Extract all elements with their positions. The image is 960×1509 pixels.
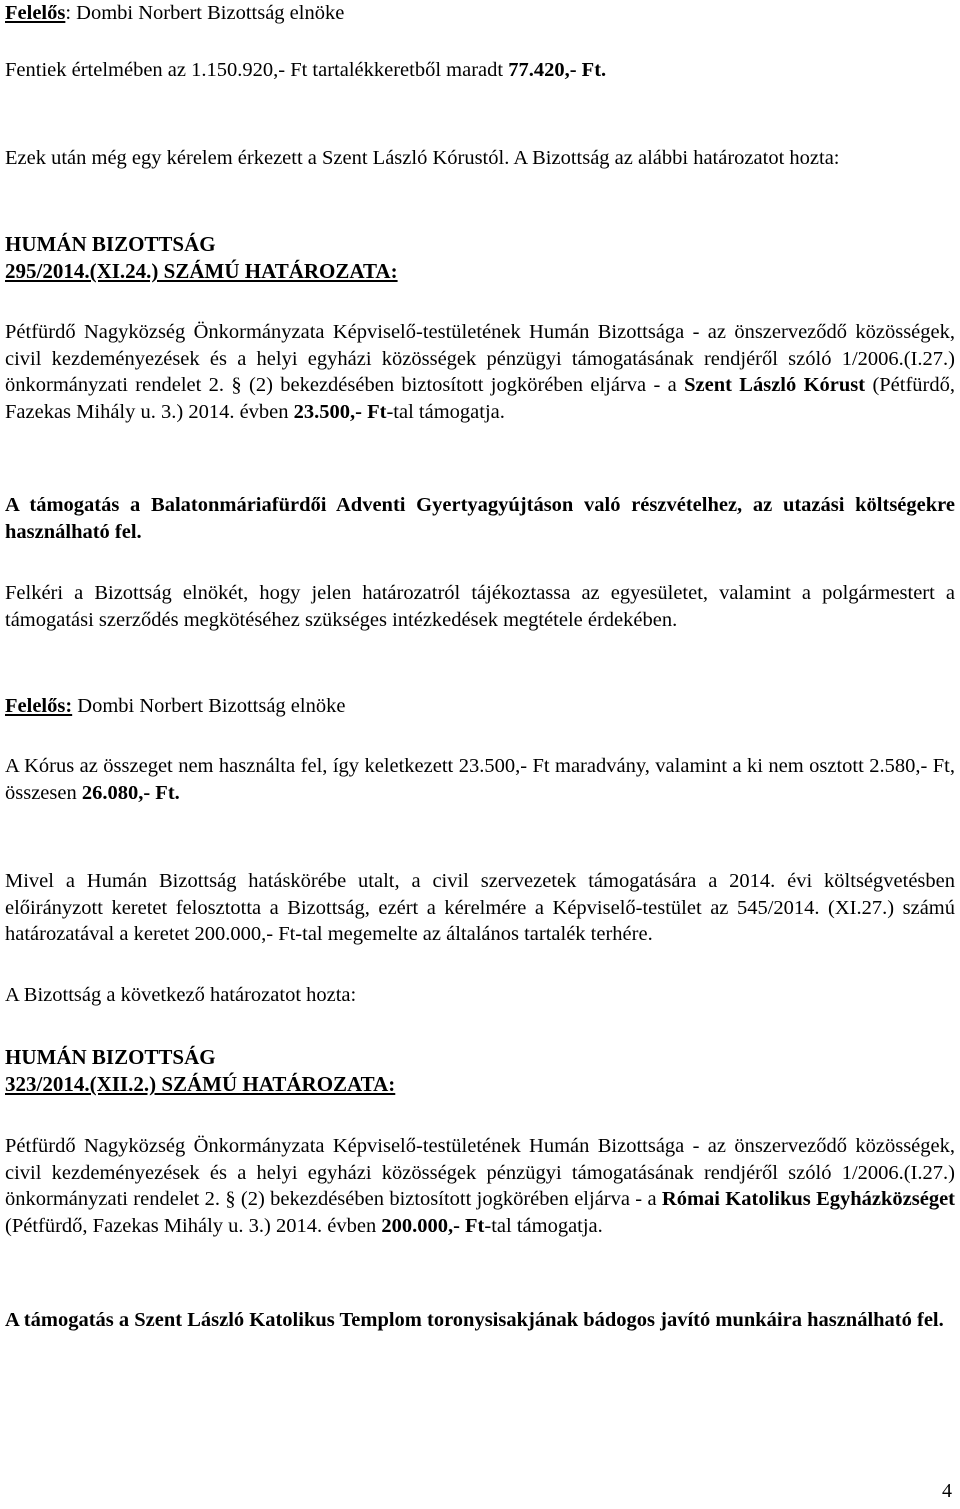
choir-note-total: 26.080,- Ft. [81, 781, 180, 804]
resolution-2-number: 323/2014.(XII.2.) SZÁMÚ HATÁROZATA: [5, 1072, 396, 1096]
resolution-2-body-b: (Pétfürdő, Fazekas Mihály u. 3.) 2014. évben [5, 1214, 382, 1237]
resolution-1-body-a: Pétfürdő Nagyközség Önkormányzata Képviselő-testületének Humán Bizottsága - az önszerveződő közösségek, civil kezdeményezések és a helyi egyházi közösségek pénzügyi támogatásának rendjéről szóló 1/2006.(I.27.) önkormányzati rendelet 2. § (2) bekezdésében biztosított jogkörében eljárva - a [5, 321, 955, 396]
reallocation-paragraph: Mivel a Humán Bizottság hatáskörébe utalt, a civil szervezetek támogatására a 2014. évi költségvetésben előirányzott keretet felosztotta a Bizottság, ezért a kérelmére a Képviselő-testület az 545/2014. (XI.27.) számú határozatával a keretet 200.000,- Ft-tal megemelte az általános tartalék terhére. [5, 870, 955, 945]
resolution-1-purpose: A támogatás a Balatonmáriafürdői Adventi Gyertyagyújtáson való részvételhez, az utazási költségekre használható fel. [5, 494, 955, 543]
request-intro-paragraph: Ezek után még egy kérelem érkezett a Szent László Kórustól. A Bizottság az alábbi határozatot hozta: [5, 147, 840, 169]
resolution-1-body-c: -tal támogatja. [386, 400, 505, 423]
resolution-2-body [5, 1133, 955, 1239]
resolution-1-responsible-text: Dombi Norbert Bizottság elnöke [72, 695, 346, 717]
resolution-1-number: 295/2014.(XI.24.) SZÁMÚ HATÁROZATA: [5, 259, 398, 283]
resolution-2-amount: 200.000,- Ft [381, 1214, 485, 1237]
responsible-label: Felelős [5, 2, 66, 24]
resolution-2-committee-title: HUMÁN BIZOTTSÁG [5, 1045, 216, 1069]
responsible-text: : Dombi Norbert Bizottság elnöke [65, 2, 345, 24]
resolution-2-beneficiary: Római Katolikus Egyházközséget [661, 1188, 955, 1210]
resolution-1-body-b: (Pétfürdő, Fazekas Mihály u. 3.) 2014. évben [5, 374, 955, 423]
page-number: 4 [942, 1480, 952, 1502]
top-responsible-line [5, 0, 955, 27]
resolution-1-responsible-label: Felelős: [5, 695, 73, 717]
next-intro-line: A Bizottság a következő határozatot hozta: [5, 984, 357, 1006]
resolution-1-body [5, 319, 955, 425]
resolution-2-purpose: A támogatás a Szent László Katolikus Templom toronysisakjának bádogos javító munkáira használható fel. [5, 1309, 944, 1331]
remaining-budget-line [5, 57, 955, 84]
resolution-1-committee-title: HUMÁN BIZOTTSÁG [5, 232, 216, 256]
remaining-amount: 77.420,- Ft. [508, 59, 607, 81]
choir-note-paragraph [5, 753, 955, 806]
choir-note-text: A Kórus az összeget nem használta fel, így keletkezett 23.500,- Ft maradvány, valamint a ki nem osztott 2.580,- Ft, összesen [5, 755, 955, 804]
resolution-1-amount: 23.500,- Ft [293, 400, 387, 423]
resolution-2-body-c: -tal támogatja. [484, 1214, 603, 1237]
remaining-text: Fentiek értelmében az 1.150.920,- Ft tartalékkeretből maradt [5, 59, 509, 81]
resolution-1-beneficiary: Szent László Kórust [684, 374, 866, 396]
resolution-2-body-a: Pétfürdő Nagyközség Önkormányzata Képviselő-testületének Humán Bizottsága - az önszerveződő közösségek, civil kezdeményezések és a helyi egyházi közösségek pénzügyi támogatásának rendjéről szóló 1/2006.(I.27.) önkormányzati rendelet 2. § (2) bekezdésében biztosított jogkörében eljárva - a [5, 1135, 955, 1210]
resolution-1-responsible-line [5, 693, 955, 720]
resolution-1-request: Felkéri a Bizottság elnökét, hogy jelen határozatról tájékoztassa az egyesületet, valamint a polgármestert a támogatási szerződés megkötéséhez szükséges intézkedések megtétele érdekében. [5, 582, 955, 631]
